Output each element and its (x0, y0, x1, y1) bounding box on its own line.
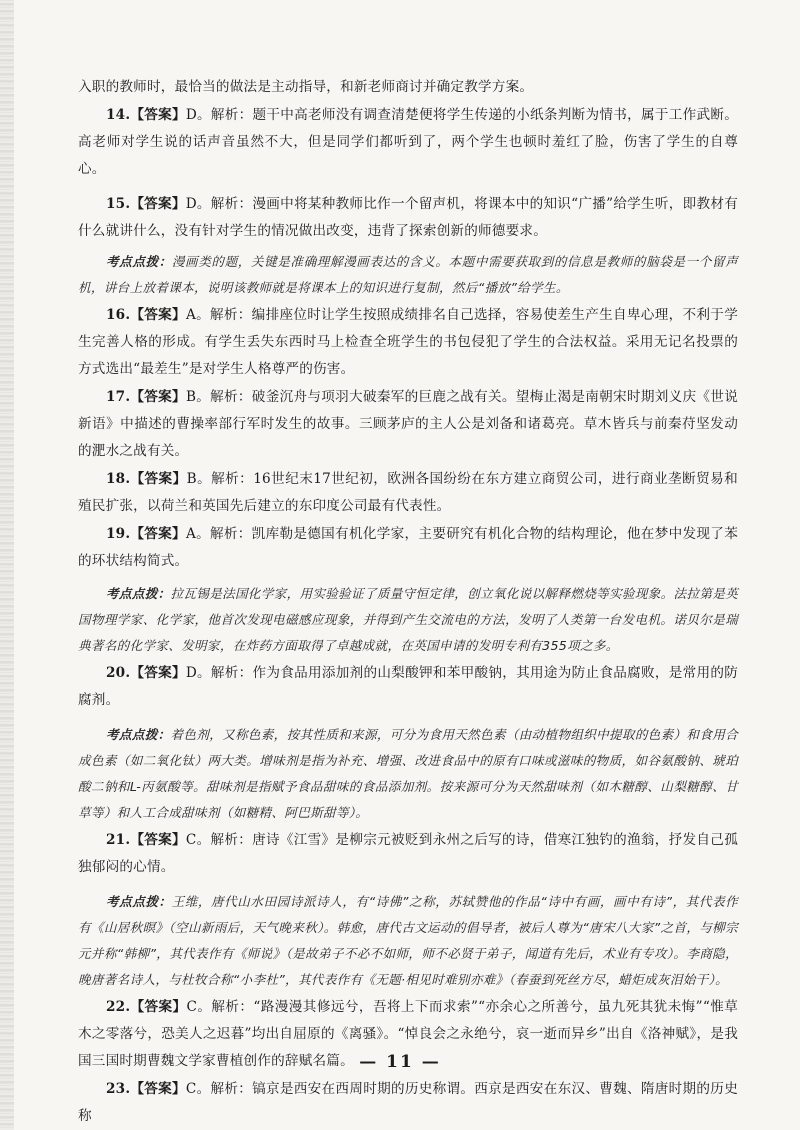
continued-paragraph (78, 74, 738, 101)
paragraph-text: D。解析：作为食品用添加剂的山梨酸钾和苯甲酸钠，其用途为防止食品腐败，是常用的防腐剂。 (78, 665, 738, 708)
paragraph-text: A。解析：编排座位时让学生按照成绩排名自己选择，容易使差生产生自卑心理，不利于学生完善人格的形成。有学生丢失东西时马上检查全班学生的书包侵犯了学生的合法权益。采用无记名投票的方式选出“最差生”是对学生人格尊严的伤害。 (78, 307, 738, 377)
page-number: — 11 — (359, 1052, 441, 1072)
paragraph-text: C。解析：“路漫漫其修远兮，吾将上下而求索”“亦余心之所善兮，虽九死其犹未悔”“惟草木之零落兮，恐美人之迟暮”均出自屈原的《离骚》。“悼良会之永绝兮，哀一逝而异乡”出自《洛神赋》，是我国三国时期曹魏文学家曹植创作的辞赋名篇。 (78, 999, 738, 1069)
answer-paragraph (78, 302, 738, 383)
answer-paragraph (78, 660, 738, 714)
answer-label: 23.【答案】 (106, 1081, 186, 1097)
paragraph-text: C。解析：唐诗《江雪》是柳宗元被贬到永州之后写的诗，借寒江独钓的渔翁，抒发自己孤独郁闷的心情。 (78, 832, 738, 875)
paragraph-text: 着色剂，又称色素，按其性质和来源，可分为食用天然色素（由动植物组织中提取的色素）和食用合成色素（如二氧化钛）两大类。增味剂是指为补充、增强、改进食品中的原有口味或滋味的物质，如谷氨酸钠、琥珀酸二钠和L-丙氨酸等。甜味剂是指赋予食品甜味的食品添加剂。按来源可分为天然甜味剂（如木糖醇、山梨糖醇、甘草等）和人工合成甜味剂（如糖精、阿巴斯甜等）。 (78, 727, 739, 820)
answer-label: 20.【答案】 (106, 665, 186, 681)
answer-label: 15.【答案】 (106, 196, 186, 212)
paragraph-text: 王维，唐代山水田园诗派诗人，有“诗佛”之称，苏轼赞他的作品“诗中有画，画中有诗”，其代表作有《山居秋暝》（空山新雨后，天气晚来秋）。韩愈，唐代古文运动的倡导者，被后人尊为“唐宋八大家”之首，与柳宗元并称“韩柳”，其代表作有《师说》（是故弟子不必不如师，师不必贤于弟子，闻道有先后，术业有专攻）。李商隐，晚唐著名诗人，与杜牧合称“小李杜”，其代表作有《无题·相见时难别亦难》（春蚕到死丝方尽，蜡炬成灰泪始干）。 (78, 894, 738, 987)
scan-edge (0, 0, 14, 1130)
answer-paragraph (78, 466, 738, 520)
tip-label: 考点点拨： (106, 894, 172, 909)
paragraph-text: 漫画类的题，关键是准确理解漫画表达的含义。本题中需要获取到的信息是教师的脑袋是一个留声机，讲台上放着课本，说明该教师就是将课本上的知识进行复制，然后“播放”给学生。 (78, 254, 739, 295)
tip-label: 考点点拨： (106, 254, 172, 269)
paragraph-text: 入职的教师时，最恰当的做法是主动指导，和新老师商讨并确定教学方案。 (78, 79, 534, 95)
answer-paragraph (78, 827, 738, 881)
answer-key-page (78, 74, 738, 1130)
exam-tip-paragraph (78, 722, 738, 826)
answer-paragraph (78, 191, 738, 245)
exam-tip-paragraph (78, 581, 738, 659)
paragraph-text: B。解析：破釜沉舟与项羽大破秦军的巨鹿之战有关。望梅止渴是南朝宋时期刘义庆《世说新语》中描述的曹操率部行军时发生的故事。三顾茅庐的主人公是刘备和诸葛亮。草木皆兵与前秦苻坚发动的淝水之战有关。 (78, 389, 738, 459)
answer-label: 19.【答案】 (106, 526, 186, 542)
answer-label: 22.【答案】 (106, 999, 187, 1015)
answer-label: 21.【答案】 (106, 832, 186, 848)
answer-label: 14.【答案】 (106, 107, 186, 123)
answer-paragraph (78, 384, 738, 465)
tip-label: 考点点拨： (106, 586, 171, 601)
answer-label: 17.【答案】 (106, 389, 186, 405)
paragraph-text: D。解析：题干中高老师没有调查清楚便将学生传递的小纸条判断为情书，属于工作武断。高老师对学生说的话声音虽然不大，但是同学们都听到了，两个学生也顿时羞红了脸，伤害了学生的自尊心。 (78, 107, 738, 177)
exam-tip-paragraph (78, 889, 738, 993)
paragraph-text: A。解析：凯库勒是德国有机化学家，主要研究有机化合物的结构理论，他在梦中发现了苯的环状结构简式。 (78, 526, 738, 569)
answer-paragraph (78, 102, 738, 183)
answer-label: 16.【答案】 (106, 307, 186, 323)
answer-label: 18.【答案】 (106, 471, 187, 487)
answer-paragraph (78, 1076, 738, 1130)
paragraph-text: B。解析：16世纪末17世纪初，欧洲各国纷纷在东方建立商贸公司，进行商业垄断贸易和殖民扩张，以荷兰和英国先后建立的东印度公司最有代表性。 (78, 471, 738, 514)
paragraph-text: C。解析：镐京是西安在西周时期的历史称谓。西京是西安在东汉、曹魏、隋唐时期的历史称 (78, 1081, 738, 1124)
paragraph-text: 拉瓦锡是法国化学家，用实验验证了质量守恒定律，创立氧化说以解释燃烧等实验现象。法拉第是英国物理学家、化学家，他首次发现电磁感应现象，并得到产生交流电的方法，发明了人类第一台发电机。诺贝尔是瑞典著名的化学家、发明家，在炸药方面取得了卓越成就，在英国申请的发明专利有355项之多。 (78, 586, 739, 653)
exam-tip-paragraph (78, 249, 738, 301)
answer-paragraph (78, 521, 738, 575)
paragraph-text: D。解析：漫画中将某种教师比作一个留声机，将课本中的知识“广播”给学生听，即教材有什么就讲什么，没有针对学生的情况做出改变，违背了探索创新的师德要求。 (78, 196, 738, 239)
tip-label: 考点点拨： (106, 727, 171, 742)
